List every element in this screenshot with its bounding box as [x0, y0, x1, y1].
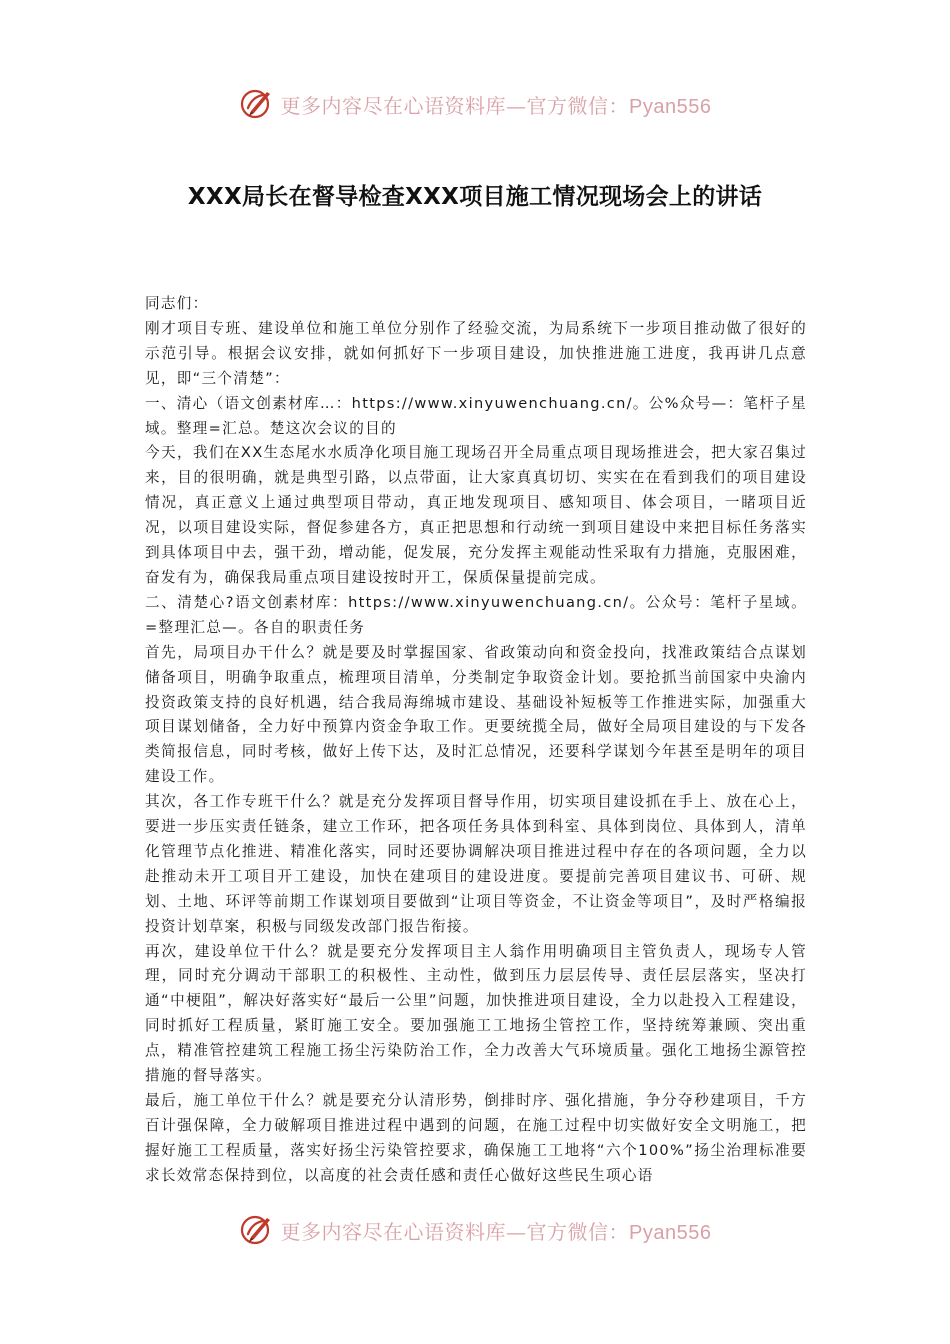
paragraph-first: 首先，局项目办干什么？就是要及时掌握国家、省政策动向和资金投向，找准政策结合点谋划储备项目，明确争取重点，梳理项目清单，分类制定争取资金计划。要抢抓当前国家中央渝内投资政策支持的良好机遇，结合我局海绵城市建设、基础设补短板等工作推进实际，加强重大项目谋划储备，全力好中预算内资金争取工作。更要统揽全局，做好全局项目建设的与下发各类简报信息，同时考核，做好上传下达，及时汇总情况，还要科学谋划今年甚至是明年的项目建设工作。 [145, 643, 807, 786]
paragraph-second: 其次，各工作专班干什么？就是充分发挥项目督导作用，切实项目建设抓在手上、放在心上，要进一步压实责任链条，建立工作环，把各项任务具体到科室、具体到岗位、具体到人，清单化管理节点化推进、精准化落实，同时还要协调解决项目推进过程中存在的各项问题，全力以赴推动未开工项目开工建设，加快在建项目的建设进度。要提前完善项目建议书、可研、规划、土地、环评等前期工作谋划项目要做到“让项目等资金，不让资金等项目”，及时严格编报投资计划草案，积极与同级发改部门报告衔接。 [145, 793, 807, 935]
pen-logo-icon [239, 1212, 275, 1248]
paragraph-last: 最后，施工单位干什么？就是要充分认清形势，倒排时序、强化措施，争分夺秒建项目，千方百计强保障，全力破解项目推进过程中遇到的问题，在施工过程中切实做好安全文明施工，把握好施工工程质量，落实好扬尘污染管控要求，确保施工工地将“六个100%”扬尘治理标准要求长效常态保持到位，以高度的社会责任感和责任心做好这些民生项心语 [145, 1092, 807, 1184]
watermark-text: 更多内容尽在心语资料库—官方微信：Pyan556 [280, 93, 712, 118]
watermark-text: 更多内容尽在心语资料库—官方微信：Pyan556 [280, 1219, 712, 1244]
paragraph-intro: 刚才项目专班、建设单位和施工单位分别作了经验交流，为局系统下一步项目推动做了很好的示范引导。根据会议安排，就如何抓好下一步项目建设，加快推进施工进度，我再讲几点意见，即“三个清楚”： [145, 319, 807, 387]
paragraph-purpose: 今天，我们在XX生态尾水水质净化项目施工现场召开全局重点项目现场推进会，把大家召集过来，目的很明确，就是典型引路，以点带面，让大家真真切切、实实在在看到我们的项目建设情况，真正意义上通过典型项目带动，真正地发现项目、感知项目、体会项目，一睹项目近况，以项目建设实际，督促参建各方，真正把思想和行动统一到项目建设中来把目标任务落实到具体项目中去，强干劲，增动能，促发展，充分发挥主观能动性采取有力措施，克服困难，奋发有为，确保我局重点项目建设按时开工，保质保量提前完成。 [145, 444, 807, 586]
document-title: XXX局长在督导检查XXX项目施工情况现场会上的讲话 [187, 184, 763, 210]
pen-logo-icon [239, 86, 275, 122]
document-body [145, 292, 807, 1189]
section-heading-2: 二、清楚心?语文创素材库：https://www.xinyuwenchuang.cn/。公众号：笔杆子星域。=整理汇总—。各自的职责任务 [145, 593, 807, 636]
paragraph-third: 再次，建设单位干什么？就是要充分发挥项目主人翁作用明确项目主管负责人，现场专人管理，同时充分调动干部职工的积极性、主动性，做到压力层层传导、责任层层落实，坚决打通“中梗阻”，解决好落实好“最后一公里”问题，加快推进项目建设，全力以赴投入工程建设，同时抓好工程质量，紧盯施工安全。要加强施工工地扬尘管控工作，坚持统筹兼顾、突出重点，精准管控建筑工程施工扬尘污染防治工作，全力改善大气环境质量。强化工地扬尘源管控措施的督导落实。 [145, 942, 807, 1085]
top-watermark-banner [0, 84, 950, 124]
bottom-watermark-banner [0, 1210, 950, 1250]
section-heading-1: 一、清心（语文创素材库…：https://www.xinyuwenchuang.cn/。公%众号—：笔杆子星域。整理=汇总。楚这次会议的目的 [145, 394, 807, 437]
watermark-account: Pyan556 [629, 1221, 712, 1244]
paragraph-salutation: 同志们： [145, 295, 209, 312]
watermark-account: Pyan556 [629, 95, 712, 118]
